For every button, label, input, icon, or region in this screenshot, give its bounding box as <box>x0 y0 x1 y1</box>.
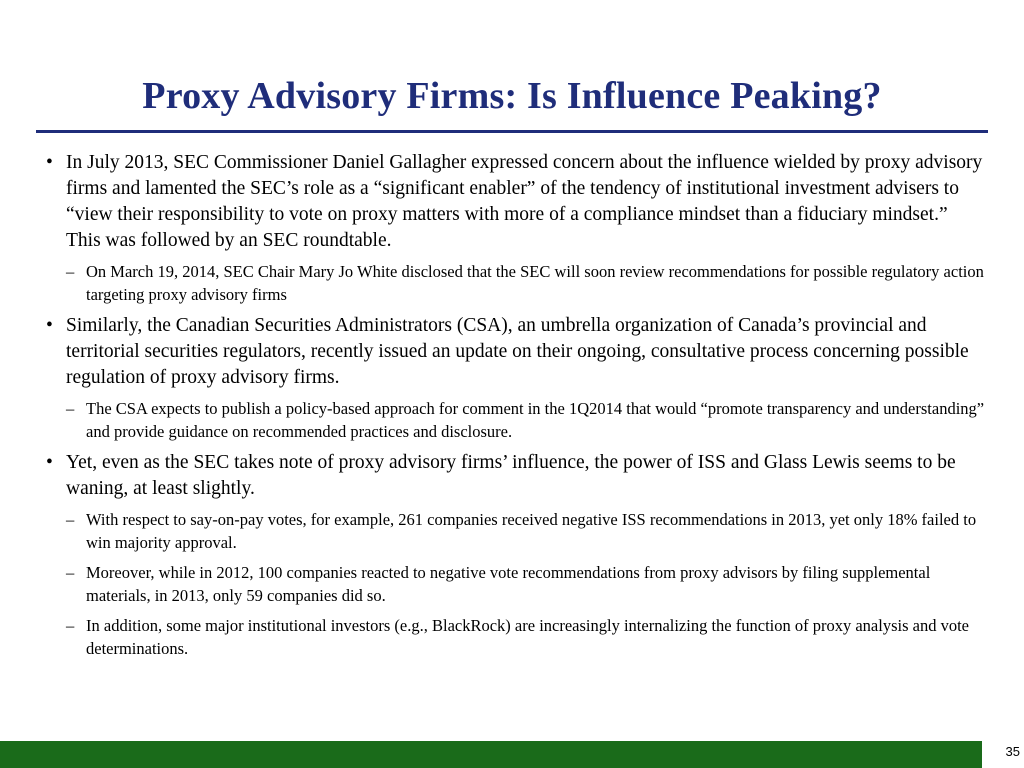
bullet-text: Similarly, the Canadian Securities Administrators (CSA), an umbrella organization of Canada’s provincial and territorial securities regulators, recently issued an update on their ongoing, consultative process concerning possible regulation of proxy advisory firms. <box>66 315 969 388</box>
sub-bullet-marker: – <box>66 510 75 529</box>
sub-bullet-item <box>44 260 986 306</box>
sub-bullet-text: With respect to say-on-pay votes, for example, 261 companies received negative ISS recommendations in 2013, yet only 18% failed to win majority approval. <box>86 510 977 552</box>
bullet-item <box>44 313 986 391</box>
sub-bullet-item <box>44 614 986 660</box>
sub-bullet-marker: – <box>66 616 75 635</box>
bullet-marker: • <box>46 152 53 173</box>
sub-bullet-item <box>44 561 986 607</box>
page-number: 35 <box>1005 744 1020 759</box>
sub-bullet-marker: – <box>66 563 75 582</box>
bullet-text: Yet, even as the SEC takes note of proxy advisory firms’ influence, the power of ISS and Glass Lewis seems to be waning, at least slightly. <box>66 452 956 499</box>
sub-bullet-marker: – <box>66 399 75 418</box>
sub-bullet-text: The CSA expects to publish a policy-based approach for comment in the 1Q2014 that would “promote transparency and understanding” and provide guidance on recommended practices and disclosure. <box>86 399 985 441</box>
slide-title: Proxy Advisory Firms: Is Influence Peaking? <box>142 75 882 117</box>
sub-bullet-text: On March 19, 2014, SEC Chair Mary Jo White disclosed that the SEC will soon review recommendations for possible regulatory action targeting proxy advisory firms <box>86 262 984 304</box>
bullet-text: In July 2013, SEC Commissioner Daniel Gallagher expressed concern about the influence wielded by proxy advisory firms and lamented the SEC’s role as a “significant enabler” of the tendency of institutional investment advisers to “view their responsibility to vote on proxy matters with more of a compliance mindset than a fiduciary mindset.” This was followed by an SEC roundtable. <box>66 152 983 251</box>
bullet-marker: • <box>46 452 53 473</box>
title-divider <box>36 130 988 133</box>
footer-bar <box>0 741 982 768</box>
sub-bullet-item <box>44 508 986 554</box>
slide-content <box>44 150 986 667</box>
bullet-marker: • <box>46 315 53 336</box>
bullet-item <box>44 150 986 254</box>
sub-bullet-marker: – <box>66 262 75 281</box>
bullet-item <box>44 450 986 502</box>
sub-bullet-text: In addition, some major institutional investors (e.g., BlackRock) are increasingly internalizing the function of proxy analysis and vote determinations. <box>86 616 969 658</box>
sub-bullet-text: Moreover, while in 2012, 100 companies reacted to negative vote recommendations from proxy advisors by filing supplemental materials, in 2013, only 59 companies did so. <box>86 563 931 605</box>
sub-bullet-item <box>44 397 986 443</box>
